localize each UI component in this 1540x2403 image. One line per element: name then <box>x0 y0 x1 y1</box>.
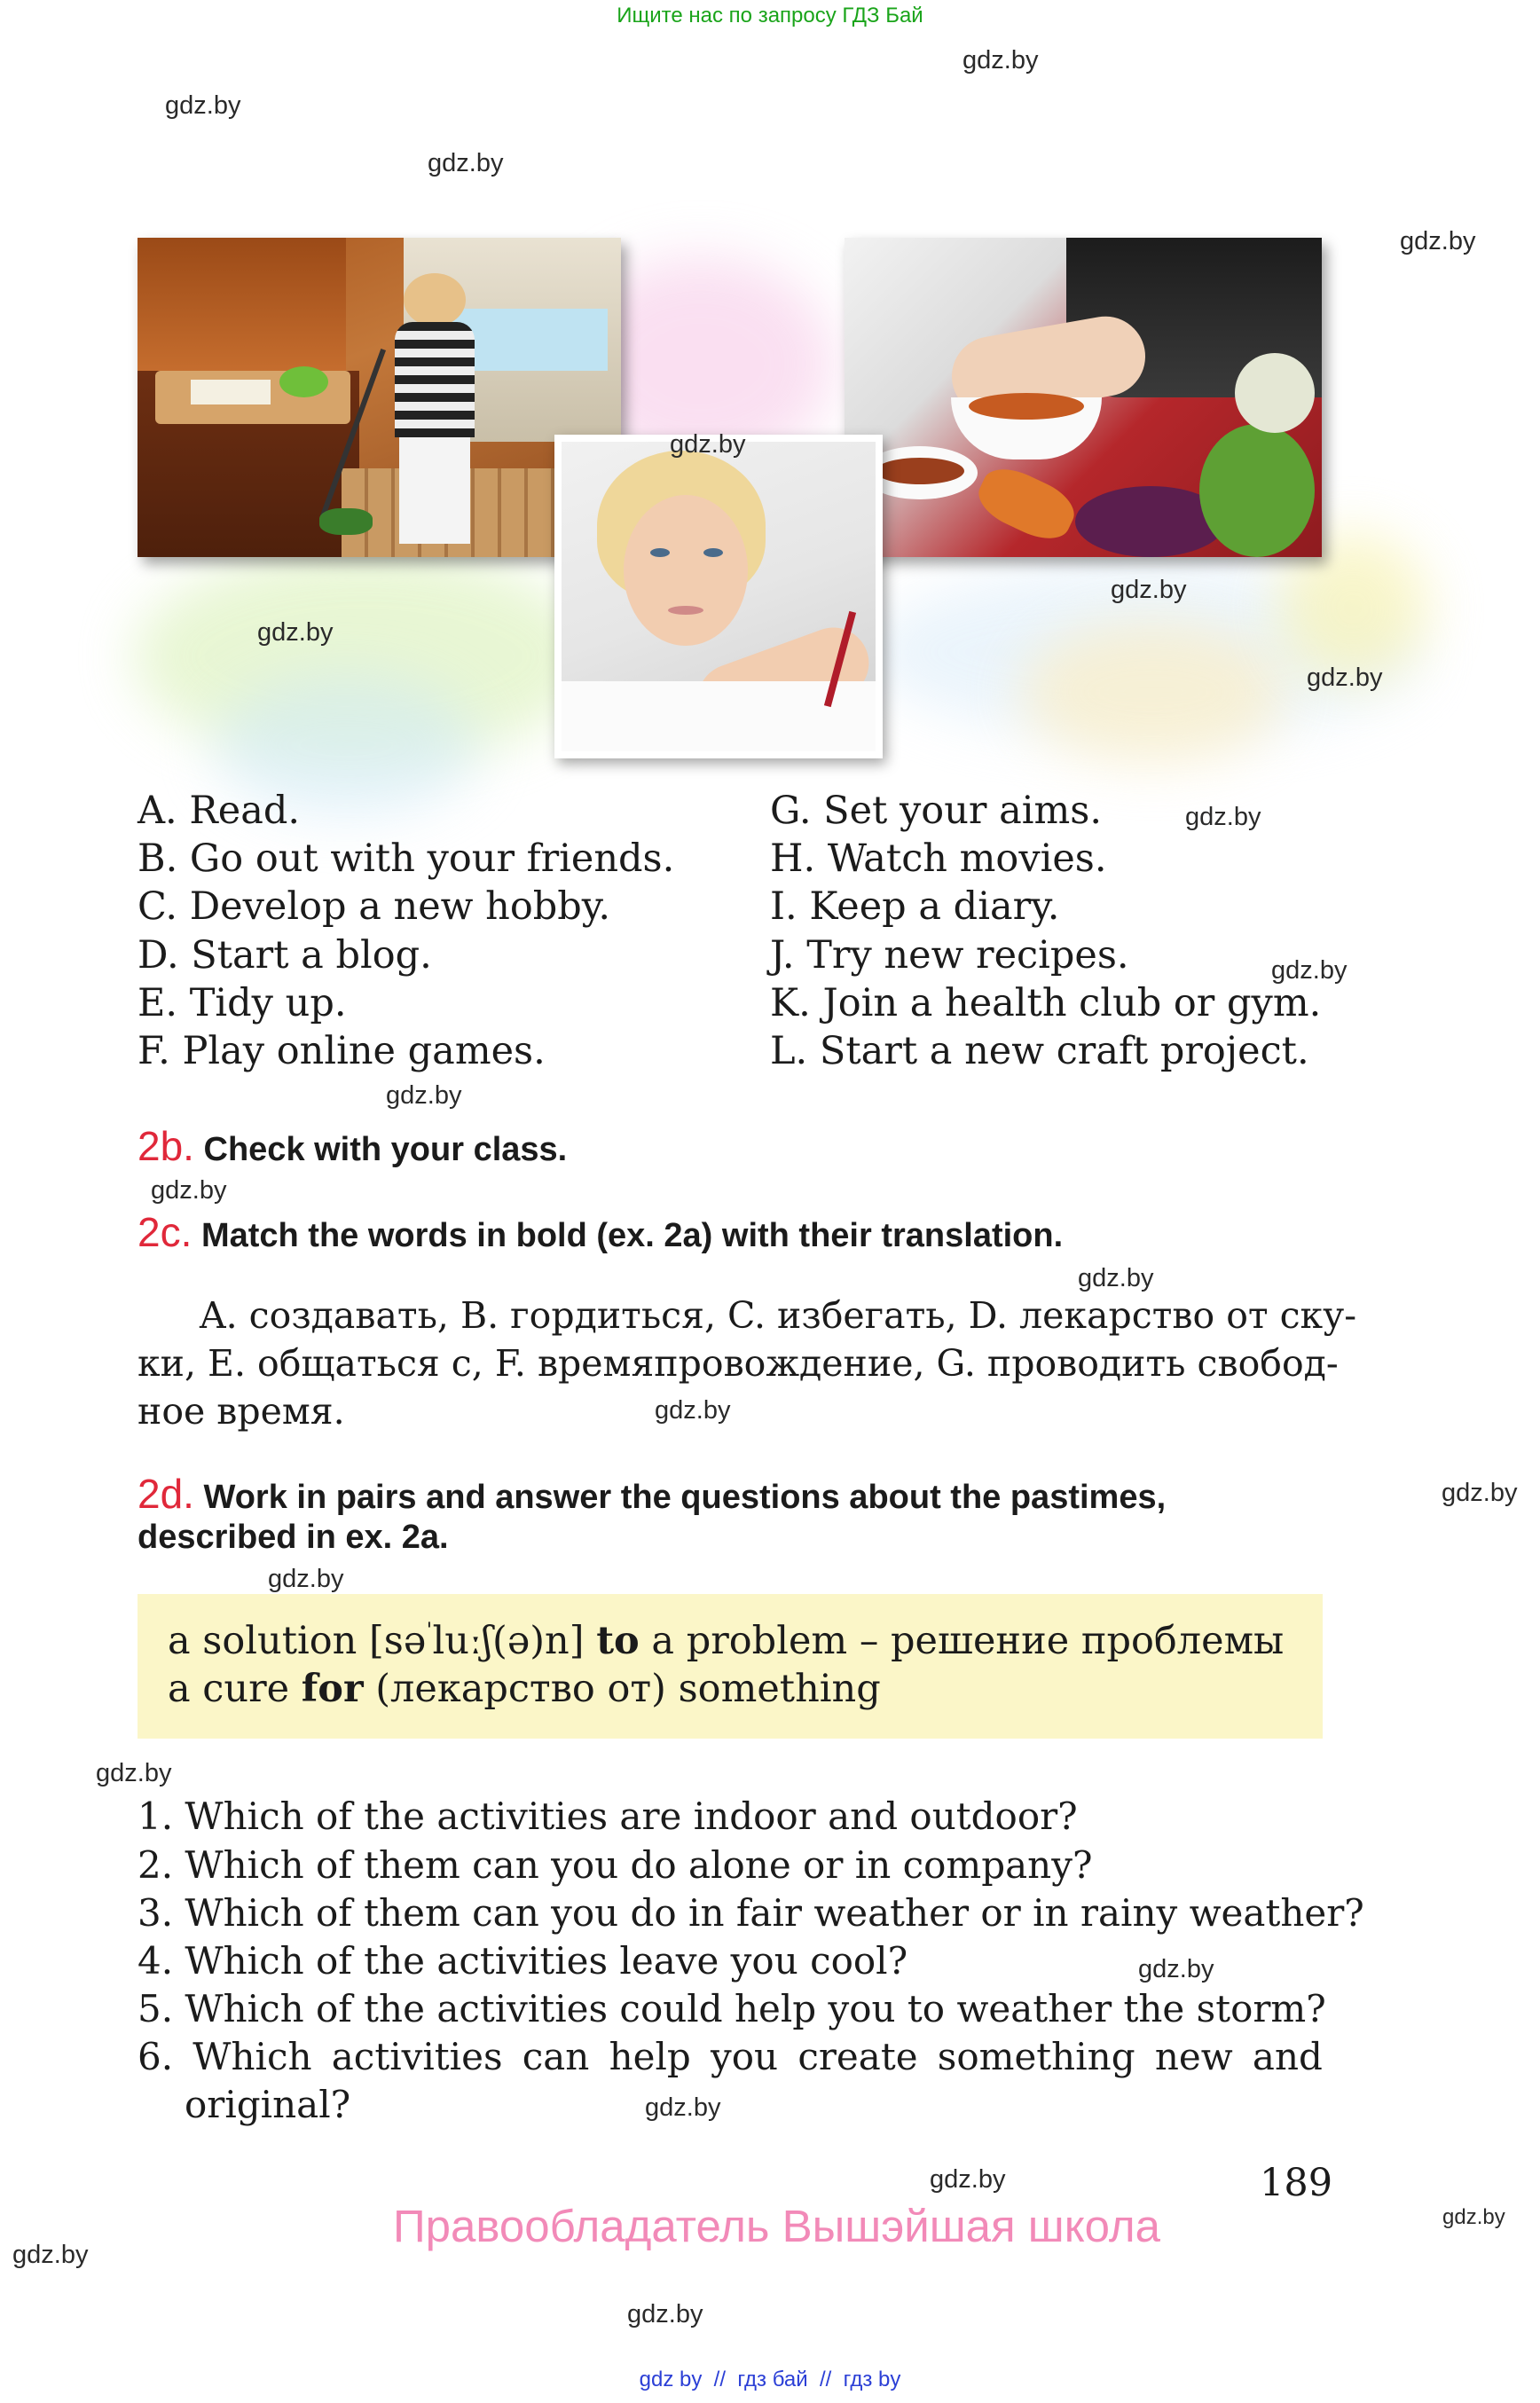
question-word: Which <box>192 2035 312 2078</box>
watermark: gdz.by <box>165 91 241 120</box>
decor-blob <box>1020 621 1286 763</box>
watermark: gdz.by <box>96 1759 172 1787</box>
activity-item: H. Watch movies. <box>770 836 1107 881</box>
watermark: gdz.by <box>268 1565 344 1593</box>
watermark: gdz.by <box>1442 1479 1518 1507</box>
task-number: 2d. <box>138 1471 194 1517</box>
question-item: original? <box>185 2083 351 2126</box>
activity-item: C. Develop a new hobby. <box>138 884 611 929</box>
note-text: a solution [sə <box>168 1619 427 1663</box>
watermark: gdz.by <box>1111 576 1187 604</box>
photo-diary-frame <box>554 435 883 758</box>
question-item: 1. Which of the activities are indoor and outdoor? <box>138 1794 1078 1838</box>
watermark: gdz.by <box>1307 664 1383 692</box>
watermark: gdz.by <box>1078 1264 1154 1292</box>
task-instruction: Check with your class. <box>203 1131 568 1168</box>
question-word: 6. <box>138 2035 174 2078</box>
activity-item: E. Tidy up. <box>138 981 347 1025</box>
copyright-holder: Правообладатель Вышэйшая школа <box>393 2201 1160 2251</box>
translation-line: A. создавать, B. гордиться, C. избегать, D. лекарство от ску- <box>200 1294 1357 1337</box>
watermark: gdz.by <box>12 2241 89 2269</box>
activity-item: J. Try new recipes. <box>770 933 1129 978</box>
page-number: 189 <box>1260 2161 1333 2205</box>
question-word: you <box>711 2035 779 2078</box>
question-word: activities <box>331 2035 503 2078</box>
question-word: new <box>1154 2035 1233 2078</box>
activity-item: D. Start a blog. <box>138 933 432 978</box>
watermark: gdz.by <box>645 2093 721 2122</box>
task-2b <box>138 1122 567 1170</box>
task-instruction: Work in pairs and answer the questions about the pastimes, <box>203 1479 1167 1516</box>
watermark: gdz.by <box>962 46 1039 75</box>
question-item: 2. Which of them can you do alone or in company? <box>138 1843 1093 1887</box>
watermark: gdz.by <box>1400 227 1476 255</box>
question-word: help <box>609 2035 691 2078</box>
vocabulary-note <box>138 1594 1323 1739</box>
question-word: create <box>798 2035 918 2078</box>
watermark: gdz.by <box>930 2165 1006 2194</box>
activity-item: F. Play online games. <box>138 1029 546 1073</box>
task-2c <box>138 1208 1063 1256</box>
activity-item: I. Keep a diary. <box>770 884 1060 929</box>
task-2d <box>138 1470 1166 1518</box>
question-word: and <box>1252 2035 1323 2078</box>
watermark: gdz.by <box>1138 1955 1214 1983</box>
translation-line: ное время. <box>138 1390 345 1433</box>
note-text: (лекарство от) something <box>363 1667 881 1711</box>
activity-item: A. Read. <box>138 789 301 833</box>
photo-cooking <box>845 238 1322 557</box>
watermark: gdz.by <box>1185 803 1261 831</box>
translation-line: ки, E. общаться с, F. времяпровождение, G. проводить свобод- <box>138 1342 1339 1385</box>
watermark: gdz.by <box>257 618 334 647</box>
activity-item: G. Set your aims. <box>770 789 1103 833</box>
task-2d-continuation: described in ex. 2a. <box>138 1519 449 1556</box>
activity-item: L. Start a new craft project. <box>770 1029 1309 1073</box>
note-bold-word: for <box>301 1667 364 1711</box>
question-word: can <box>522 2035 590 2078</box>
question-item-justified <box>138 2033 1323 2081</box>
activity-item: K. Join a health club or gym. <box>770 981 1322 1025</box>
question-item: 3. Which of them can you do in fair weather or in rainy weather? <box>138 1891 1364 1935</box>
note-line-cure <box>168 1667 881 1711</box>
note-text: luːʃ(ə)n] <box>432 1619 597 1663</box>
watermark: gdz.by <box>670 430 746 459</box>
watermark: gdz.by <box>627 2300 703 2328</box>
watermark: gdz.by <box>1271 956 1348 985</box>
watermark: gdz.by <box>386 1081 462 1110</box>
photo-cleaning <box>138 238 621 557</box>
watermark: gdz.by <box>428 149 504 177</box>
question-word: something <box>937 2035 1135 2078</box>
question-item: 4. Which of the activities leave you cool? <box>138 1939 908 1983</box>
note-text: a cure <box>168 1667 302 1711</box>
note-text: a problem – решение проблемы <box>639 1619 1285 1663</box>
question-item: 5. Which of the activities could help you to weather the storm? <box>138 1987 1326 2030</box>
note-bold-word: to <box>596 1619 640 1663</box>
task-number: 2b. <box>138 1123 194 1169</box>
photo-diary <box>562 442 876 751</box>
watermark: gdz.by <box>1442 2205 1505 2229</box>
top-banner[interactable]: Ищите нас по запросу ГДЗ Бай <box>617 4 923 27</box>
task-instruction: Match the words in bold (ex. 2a) with their translation. <box>200 1217 1064 1254</box>
watermark: gdz.by <box>655 1396 731 1425</box>
stress-mark: ˈ <box>426 1619 433 1646</box>
activity-item: B. Go out with your friends. <box>138 836 675 881</box>
task-number: 2c. <box>138 1209 192 1255</box>
bottom-links[interactable]: gdz by // гдз бай // гдз by <box>639 2368 901 2391</box>
watermark: gdz.by <box>151 1176 227 1205</box>
note-line-solution <box>168 1619 1284 1663</box>
